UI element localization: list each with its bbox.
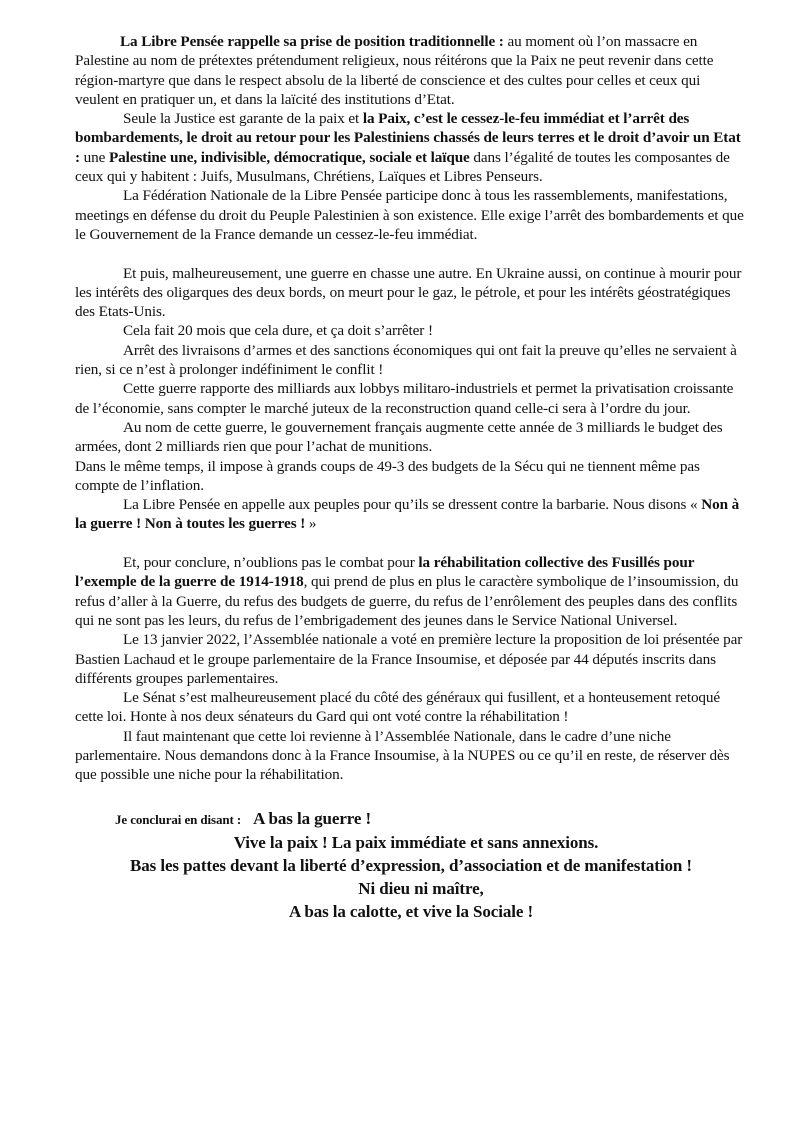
closing-slogans xyxy=(75,807,747,923)
slogan: A bas la guerre ! xyxy=(253,808,372,828)
paragraph-position xyxy=(75,32,747,109)
paragraph-budget-armees: Au nom de cette guerre, le gouvernement français augmente cette année de 3 milliards le budget des armées, dont 2 milliards rien que pour l’achat de munitions. xyxy=(75,418,723,456)
paragraph-milliards: Cette guerre rapporte des milliards aux lobbys militaro-industriels et permet la privatisation croissante de l’économie, sans compter le marché juteux de la reconstruction quand celle-ci sera à l’ordre du jour. xyxy=(75,380,734,417)
paragraph-federation: La Fédération Nationale de la Libre Pensée participe donc à tous les rassemblements, manifestations, meetings en défense du droit du Peuple Palestinien à son existence. Elle exige l’arrêt des bombardements et que le Gouvernement de la France demande un cessez-le-feu immédiat. xyxy=(75,187,744,243)
paragraph-20-mois: Cela fait 20 mois que cela dure, et ça doit s’arrêter ! xyxy=(123,322,433,340)
paragraph-ukraine: Et puis, malheureusement, une guerre en chasse une autre. En Ukraine aussi, on continue à mourir pour les intérêts des oligarques des deux bords, on meurt pour le gaz, le pétrole, et pour les intérêts géostratégiques des Etats-Unis. xyxy=(75,264,742,321)
text: une xyxy=(79,148,109,166)
spacer xyxy=(75,244,747,263)
paragraph-niche: Il faut maintenant que cette loi revienne à l’Assemblée Nationale, dans le cadre d’une niche parlementaire. Nous demandons donc à la France Insoumise, à la NUPES ou ce qu’il en reste, de réserver dès que possible une niche pour la réhabilitation. xyxy=(75,727,730,784)
closing-intro: Je conclurai en disant : xyxy=(115,811,242,827)
text: La Libre Pensée en appelle aux peuples pour qu’ils se dressent contre la barbarie. Nous disons « xyxy=(123,496,702,514)
text: Seule la Justice est garante de la paix et xyxy=(123,110,363,128)
paragraph-arret-livraisons: Arrêt des livraisons d’armes et des sanctions économiques qui ont fait la preuve qu’elles ne servaient à rien, si ce n’est à prolonger indéfiniment le conflit ! xyxy=(75,341,737,379)
document-page xyxy=(75,32,747,923)
closing-line-1 xyxy=(75,807,747,831)
bold-lead: La Libre Pensée rappelle sa prise de position traditionnelle : xyxy=(120,33,504,50)
text: » xyxy=(305,515,317,533)
paragraph-fusilles xyxy=(75,553,747,630)
paragraph-appel xyxy=(75,495,747,534)
paragraph-justice xyxy=(75,109,747,186)
text: dans l’égalité de toutes les composantes de ceux qui y habitent : Juifs, Musulmans, Chrétiens, Laïques et Libres Penseurs. xyxy=(75,148,730,186)
paragraph-secu: Dans le même temps, il impose à grands coups de 49-3 des budgets de la Sécu qui ne tiennent même pas compte de l’inflation. xyxy=(75,457,700,494)
paragraph-text: au moment où l’on massacre en Palestine au nom de prétextes prétendument religieux, nous réitérons que la Paix ne peut revenir dans cette région-martyre que dans le respect absolu de la liberté de conscience et des cultes pour celles et ceux qui veulent en pratiquer un, et dans la laïcité des institutions d’Etat. xyxy=(75,33,714,108)
bold-text: la Paix, c’est le cessez-le-feu immédiat et l’arrêt des bombardements, le droit au retour pour les Palestiniens chassés de leurs terres et le droit d’avoir un Etat : xyxy=(75,110,741,166)
closing-line-2: Vive la paix ! La paix immédiate et sans annexions. xyxy=(233,832,599,852)
paragraph-assemblee: Le 13 janvier 2022, l’Assemblée nationale a voté en première lecture la proposition de loi présentée par Bastien Lachaud et le groupe parlementaire de la France Insoumise, et déposée par 44 députés inscrits dans différents groupes parlementaires. xyxy=(75,631,743,687)
bold-text: Non à la guerre ! Non à toutes les guerres ! xyxy=(75,496,740,533)
bold-text: Palestine une, indivisible, démocratique, sociale et laïque xyxy=(109,148,470,166)
spacer xyxy=(75,534,747,553)
closing-line-5: A bas la calotte, et vive la Sociale ! xyxy=(288,901,534,921)
closing-line-3: Bas les pattes devant la liberté d’expression, d’association et de manifestation ! xyxy=(130,855,692,875)
paragraph-senat: Le Sénat s’est malheureusement placé du côté des généraux qui fusillent, et a honteusement retoqué cette loi. Honte à nos deux sénateurs du Gard qui ont voté contre la réhabilitation ! xyxy=(75,689,721,726)
bold-text: la réhabilitation collective des Fusillés pour l’exemple de la guerre de 1914-1918 xyxy=(75,554,695,591)
closing-line-4: Ni dieu ni maître, xyxy=(358,878,484,898)
text: , qui prend de plus en plus le caractère symbolique de l’insoumission, du refus d’aller à la Guerre, du refus des budgets de guerre, du refus de l’enrôlement des peuples dans des conflits qui ne sont pas les leurs, du refus de l’embrigadement des jeunes dans le Service National Universel. xyxy=(75,573,739,629)
text: Et, pour conclure, n’oublions pas le combat pour xyxy=(123,554,419,572)
